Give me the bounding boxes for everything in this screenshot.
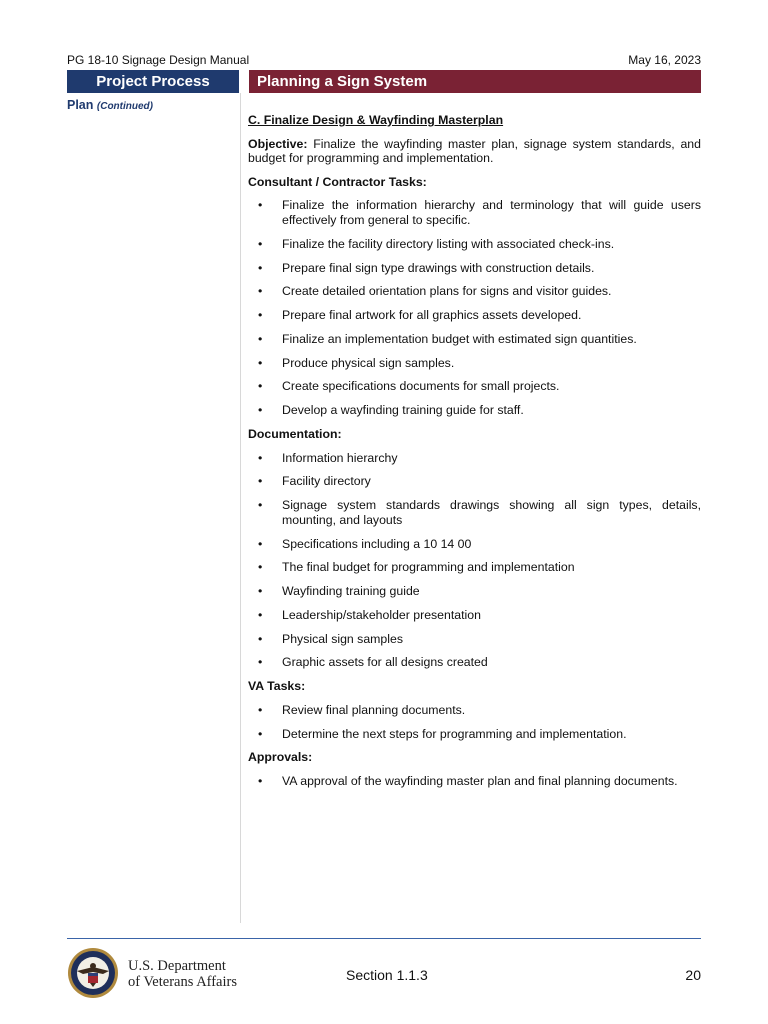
list-item: • Finalize an implementation budget with estimated sign quantities.	[248, 332, 701, 347]
manual-title: PG 18-10 Signage Design Manual	[67, 53, 250, 67]
list-item: • Finalize the information hierarchy and terminology that will guide users effectively from general to specific.	[248, 198, 701, 227]
consultant-task-list	[248, 198, 701, 417]
list-item: • Review final planning documents.	[248, 703, 701, 718]
main-content	[248, 113, 701, 798]
documentation-list	[248, 451, 701, 670]
document-date: May 16, 2023	[628, 53, 701, 67]
documentation-heading: Documentation:	[248, 427, 342, 441]
list-item: • Facility directory	[248, 474, 701, 489]
list-item: • Create specifications documents for small projects.	[248, 379, 701, 394]
va-tasks-heading: VA Tasks:	[248, 679, 306, 694]
list-item: • Leadership/stakeholder presentation	[248, 608, 701, 623]
list-item: • Signage system standards drawings showing all sign types, details, mounting, and layouts	[248, 498, 701, 527]
objective-text: Finalize the wayfinding master plan, signage system standards, and budget for programming and implementation.	[248, 136, 701, 166]
list-item: • Physical sign samples	[248, 632, 701, 647]
section-bar-planning: Planning a Sign System	[249, 70, 701, 93]
section-title: C. Finalize Design & Wayfinding Masterplan	[248, 113, 504, 127]
list-item: • Prepare final artwork for all graphics assets developed.	[248, 308, 701, 323]
sidebar-plan-label	[67, 98, 153, 112]
department-line-1: U.S. Department	[128, 958, 226, 974]
approvals-list	[248, 774, 701, 789]
consultant-heading: Consultant / Contractor Tasks:	[248, 174, 427, 189]
list-item: • Prepare final sign type drawings with construction details.	[248, 261, 701, 276]
department-line-2: of Veterans Affairs	[128, 974, 237, 990]
page-number: 20	[685, 967, 701, 983]
plan-text: Plan	[67, 98, 94, 112]
objective-paragraph	[248, 137, 701, 166]
approvals-heading: Approvals:	[248, 750, 313, 765]
list-item: • Create detailed orientation plans for signs and visitor guides.	[248, 284, 701, 299]
section-bar-project-process: Project Process	[67, 70, 239, 93]
sidebar-divider	[240, 93, 241, 923]
va-seal-icon	[67, 947, 119, 999]
footer-rule	[67, 938, 701, 939]
list-item: • The final budget for programming and implementation	[248, 560, 701, 575]
objective-label: Objective:	[248, 136, 308, 151]
continued-text: (Continued)	[96, 101, 153, 112]
va-task-list	[248, 703, 701, 741]
list-item: • Specifications including a 10 14 00	[248, 537, 701, 552]
department-name	[128, 958, 237, 990]
section-number: Section 1.1.3	[346, 967, 428, 983]
list-item: • Graphic assets for all designs created	[248, 655, 701, 670]
list-item: • Produce physical sign samples.	[248, 356, 701, 371]
list-item: • Determine the next steps for programming and implementation.	[248, 727, 701, 742]
list-item: • VA approval of the wayfinding master plan and final planning documents.	[248, 774, 701, 789]
list-item: • Information hierarchy	[248, 451, 701, 466]
list-item: • Develop a wayfinding training guide for staff.	[248, 403, 701, 418]
list-item: • Finalize the facility directory listing with associated check-ins.	[248, 237, 701, 252]
list-item: • Wayfinding training guide	[248, 584, 701, 599]
